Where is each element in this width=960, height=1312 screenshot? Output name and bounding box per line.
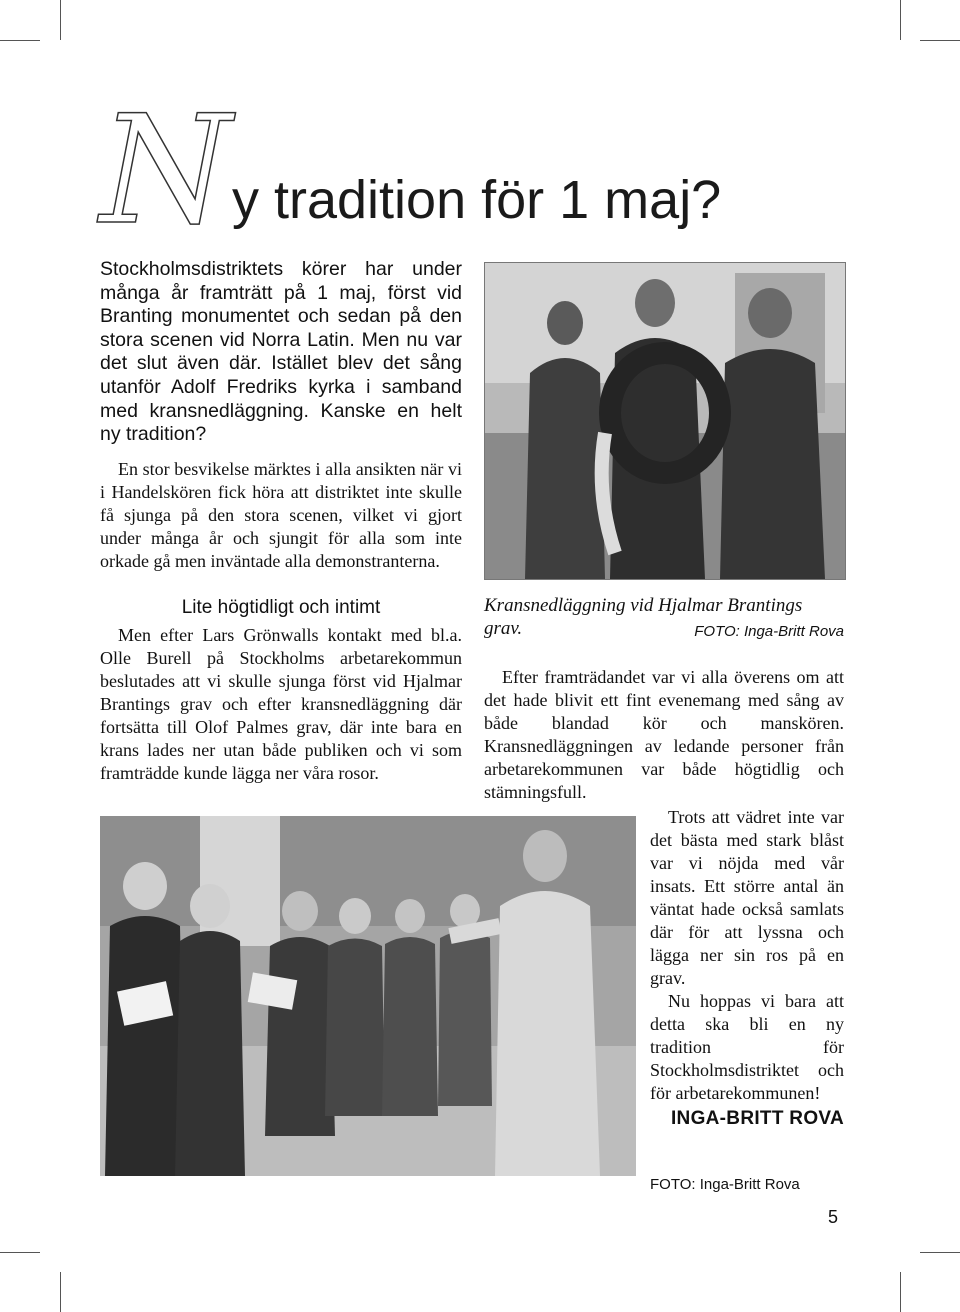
photo-2-credit: FOTO: Inga-Britt Rova bbox=[650, 1176, 800, 1193]
crop-mark bbox=[60, 1272, 61, 1312]
title-initial: N bbox=[100, 84, 228, 258]
page-number: 5 bbox=[828, 1207, 839, 1227]
paragraph-5: Nu hoppas vi bara att detta ska bli en ny tradition för Stockholmsdistriktet och för arbetarekommunen! bbox=[650, 991, 844, 1103]
crop-mark bbox=[900, 1272, 901, 1312]
photo-1-caption-block bbox=[484, 594, 844, 640]
paragraph-1: En stor besvikelse märktes i alla ansikten när vi i Handelskören fick höra att distriktet inte skulle få sjunga på den stora scenen, vilket vi gjort under många år och sjungit för alla som inte orkade gå men inväntade alla demonstranterna. bbox=[100, 459, 462, 571]
paragraph-2: Men efter Lars Grönwalls kontakt med bl.a. Olle Burell på Stockholms arbetarekommun beslutades att vi skulle sjunga först vid Hjalmar Brantings grav och efter kransnedläggning där fortsätta till Olof Palmes grav, där inte bara en krans lades ner utan både publiken och vi som framträdde kunde lägga ner våra rosor. bbox=[100, 625, 462, 783]
lead-paragraph: Stockholmsdistriktets körer har under många år framträtt på 1 maj, först vid Branting monumentet och sedan på den stora scenen vid Norra Latin. Men nu var det slut även där. Istället blev det sång utanför Adolf Fredriks kyrka i samband med kransnedläggning. Kanske en helt ny tradition? bbox=[100, 258, 462, 446]
author-byline: INGA-BRITT ROVA bbox=[670, 1108, 844, 1129]
photo-1-credit: FOTO: Inga-Britt Rova bbox=[694, 623, 844, 640]
crop-mark bbox=[60, 0, 61, 40]
crop-mark bbox=[900, 0, 901, 40]
crop-mark bbox=[920, 1252, 960, 1253]
subheading: Lite högtidligt och intimt bbox=[181, 597, 381, 618]
photo-choir-illustration bbox=[100, 816, 636, 1176]
crop-mark bbox=[0, 1252, 40, 1253]
photo-choir-singing bbox=[100, 816, 636, 1176]
photo-1-caption: Kransnedläggning vid Hjalmar Brantings grav. bbox=[484, 595, 803, 639]
paragraph-3: Efter framträdandet var vi alla överens om att det hade blivit ett fint evenemang med sång av både blandad kör och manskören. Kransnedläggningen av ledande personer från arbetarekommunen var både högtidlig och stämningsfull. bbox=[484, 667, 844, 802]
crop-mark bbox=[920, 40, 960, 41]
page-title: y tradition för 1 maj? bbox=[232, 170, 722, 230]
paragraph-4: Trots att vädret inte var det bästa med stark blåst var vi nöjda med vår insats. Ett större antal än väntat hade också samlats där för att lyssna och lägga ner sin ros på en grav. bbox=[650, 807, 844, 988]
photo-wreath-ceremony bbox=[484, 262, 846, 580]
photo-wreath-illustration bbox=[485, 263, 845, 579]
crop-mark bbox=[0, 40, 40, 41]
